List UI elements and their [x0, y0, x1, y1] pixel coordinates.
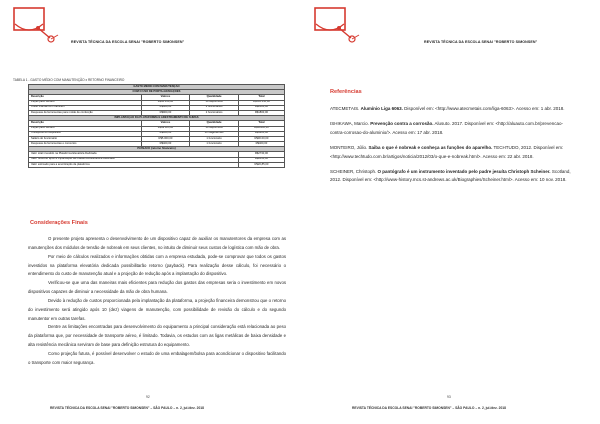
paragraph: Verificou-se que uma das maneiras mais eficientes para redução dos gastos das empresas seria o investimento em novos dispositivos capazes de diminuir a necessidade da mão de obra humana.: [28, 280, 286, 295]
journal-header-title: REVISTA TÉCNICA DA ESCOLA SENAI "ROBERTO SIMONSEN": [71, 40, 185, 44]
table-cell: 10 disponíveis: [190, 100, 239, 105]
table-cell: R$49330,00: [238, 126, 284, 131]
table-cell: Peças para Vidrano: [29, 126, 142, 131]
table-cell: 1 funcionário: [190, 136, 239, 141]
paragraph: Por meio de cálculos realizados e informações obtidas com a empresa estudada, pode-se comprovar que todos os gastos investidos na plataforma elevatória dedicada possibilitarão retorno (payback). Para realização desse cálculo, foi necessário o entendimento do custo de manutenção atual e a projeção de redução após a implantação do dispositivo.: [28, 253, 286, 277]
table-section-title: IMPLANTAÇÃO DA PLATAFORMA E ADESTRAMENTO DE SUMAS: [29, 116, 285, 121]
table-section-title: PAYBACK (retorno financeiro): [29, 147, 285, 152]
table-caption: TABELA 1 - GASTO MÉDIO COM MANUTENÇÃO x RETORNO FINANCEIRO: [13, 78, 125, 82]
maintenance-table: [28, 84, 285, 168]
table-cell: R$20,85,00: [238, 162, 284, 167]
table-section-title: GASTO MÉDIO COM MANUTENÇÃO: [29, 85, 285, 90]
table-cell: R$600,00: [141, 105, 190, 110]
table-cell: Transporte do dispositivo: [29, 131, 142, 136]
reference-author: MONTEIRO, Júlio.: [330, 144, 368, 150]
reference-author: ATECMETAIS.: [330, 106, 360, 111]
table-cell: R$8050,00: [238, 157, 284, 162]
table-cell: R$320,00: [141, 131, 190, 136]
references-list: [330, 105, 575, 192]
reference-title: O pantógrafo é um instrumento inventado pelo padre jesuíta Christoph Scheiner.: [377, 168, 551, 174]
paragraph: Dentre as limitações encontradas para desenvolvimento do equipamento a principal consideração está relacionada ao peso da plataforma que, por necessidade de transporte aéreo, é limitado. Todavia, os estudos com as ligas metálicas de baixa densidade e alta resistência mecânica serviram de base para definição estrutura do equipamento.: [28, 324, 286, 348]
table-header-cell: Quantidade: [190, 95, 239, 100]
table-header-cell: Valores: [141, 121, 190, 126]
table-cell: Valor reduzido após a implantação da Plataforma Elevatória Dedicada: [29, 157, 239, 162]
table-cell: Despesas de ferramentas e concertos: [29, 142, 142, 147]
table-cell: R$900,00: [141, 110, 190, 115]
table-cell: R$30.00,00: [238, 136, 284, 141]
table-cell: R$564.150,00: [238, 100, 284, 105]
table-header-cell: Total: [238, 121, 284, 126]
page-number: 93: [447, 395, 451, 399]
table-section-subtitle: COM O USO DE PORTA-GRAVAÇÕES: [29, 90, 285, 95]
journal-header-title: REVISTA TÉCNICA DA ESCOLA SENAI "ROBERTO SIMONSEN": [424, 40, 538, 44]
table-cell: 10 viagens/mês: [190, 131, 239, 136]
page-footer: REVISTA TÉCNICA DA ESCOLA SENAI "ROBERTO SIMONSEN" – SÃO PAULO – n. 2, jul./dez. 2018: [352, 406, 506, 410]
table-header-cell: Quantidade: [190, 121, 239, 126]
robot-arm-logo-icon: [313, 6, 361, 44]
section-title-final-considerations: Considerações Finais: [30, 220, 88, 226]
table-cell: R$49.325,00: [141, 126, 190, 131]
table-cell: Valor estimado para a amortização da plataforma: [29, 162, 239, 167]
table-cell: 10 disponíveis: [190, 126, 239, 131]
table-cell: Salário do funcionário: [29, 136, 142, 141]
reference-item: [330, 168, 575, 185]
table-cell: R$3200,00: [238, 131, 284, 136]
table-cell: 2 funcionários: [190, 110, 239, 115]
reference-item: [330, 120, 575, 137]
table-cell: R$400,00: [141, 142, 190, 147]
reference-details: Disponível em: <http://www.atecmetais.com/liga-6063>. Acesso em: 1 abr. 2018.: [404, 106, 565, 111]
paragraph: Como projeção futura, é possível desenvolver o estudo de uma embalagem/bolsa para acondicionar o dispositivo facilitando o transporte com maior segurança.: [28, 350, 286, 365]
right-page: [300, 0, 600, 424]
table-cell: R$5.000,00: [141, 136, 190, 141]
body-text: [28, 235, 286, 368]
reference-details: TECHTUDO, 2012. Disponível em:<http://www.techtudo.com.br/artigos/noticia/2012/03/o-que-e-nobreak.html>. Acesso em: 22 abr. 2018.: [330, 144, 564, 159]
table-cell: Despesas de ferramentas para molde de confecção: [29, 110, 142, 115]
robot-arm-logo-icon: [12, 6, 60, 44]
section-title-references: Referências: [330, 89, 362, 95]
table-cell: R$56.450,00: [141, 100, 190, 105]
page-footer: REVISTA TÉCNICA DA ESCOLA SENAI "ROBERTO SIMONSEN" – SÃO PAULO – n. 2, jul./dez. 2018: [50, 406, 204, 410]
reference-title: Prevenção contra a corrosão.: [370, 121, 434, 127]
table-cell: R$1800,00: [238, 110, 284, 115]
paragraph: O presente projeto apresenta o desenvolvimento de um dispositivo capaz de auxiliar os manutentores da empresa com as manutenções dos módulos de tensão de nobreak em seus clientes, no intuito de diminuir seus custos de logística com mão de obra.: [28, 236, 286, 250]
table-cell: Peças para Vidrano: [29, 100, 142, 105]
page-number: 92: [146, 395, 150, 399]
reference-item: [330, 144, 575, 161]
reference-author: ISHIKAWA, Marcio.: [330, 121, 369, 127]
paragraph: Devido à redução de custos proporcionada pela implantação da plataforma, a projeção financeira demonstrou que o retorno do investimento será atingido após 10 (dez) viagens de manutenção, com possibilidade de revisão do cálculo e do segundo manutentor em outras tarefas.: [28, 297, 286, 321]
reference-title: Alumínio Liga 6063.: [360, 106, 403, 111]
table-header-cell: Descrição: [29, 95, 142, 100]
table-row: [29, 162, 285, 167]
table-header-cell: Total: [238, 95, 284, 100]
reference-title: Saiba o que é nobreak e conheça as funções do aparelho.: [368, 144, 493, 150]
table-cell: 1 funcionário: [190, 142, 239, 147]
table-cell: Valor total investido na Plataforma Elevatória Dedicada: [29, 152, 239, 157]
table-header-cell: Valores: [141, 95, 190, 100]
table-header-cell: Descrição: [29, 121, 142, 126]
table-cell: 2 funcionários: [190, 105, 239, 110]
reference-author: SCHEINER, Christoph.: [330, 168, 377, 174]
table-cell: R$2000,00: [238, 105, 284, 110]
table-cell: Custo manual com transferir: [29, 105, 142, 110]
reference-details: Scotland, 2012. Disponível em: <http://www-history.mcs.st-andrews.ac.uk/Biographies/Scheiner.html>. Acesso em: 10 nov. 2018.: [330, 168, 571, 183]
reference-item: [330, 105, 575, 114]
table-cell: R$400,00: [238, 142, 284, 147]
reference-details: Alusuto. 2017. Disponível em: <http://aluauto.com.br/prevencao-contra-corrosao-do-aluminio/>. Acesso em: 17 abr. 2018.: [330, 121, 563, 135]
table-cell: R$2730,00: [238, 152, 284, 157]
